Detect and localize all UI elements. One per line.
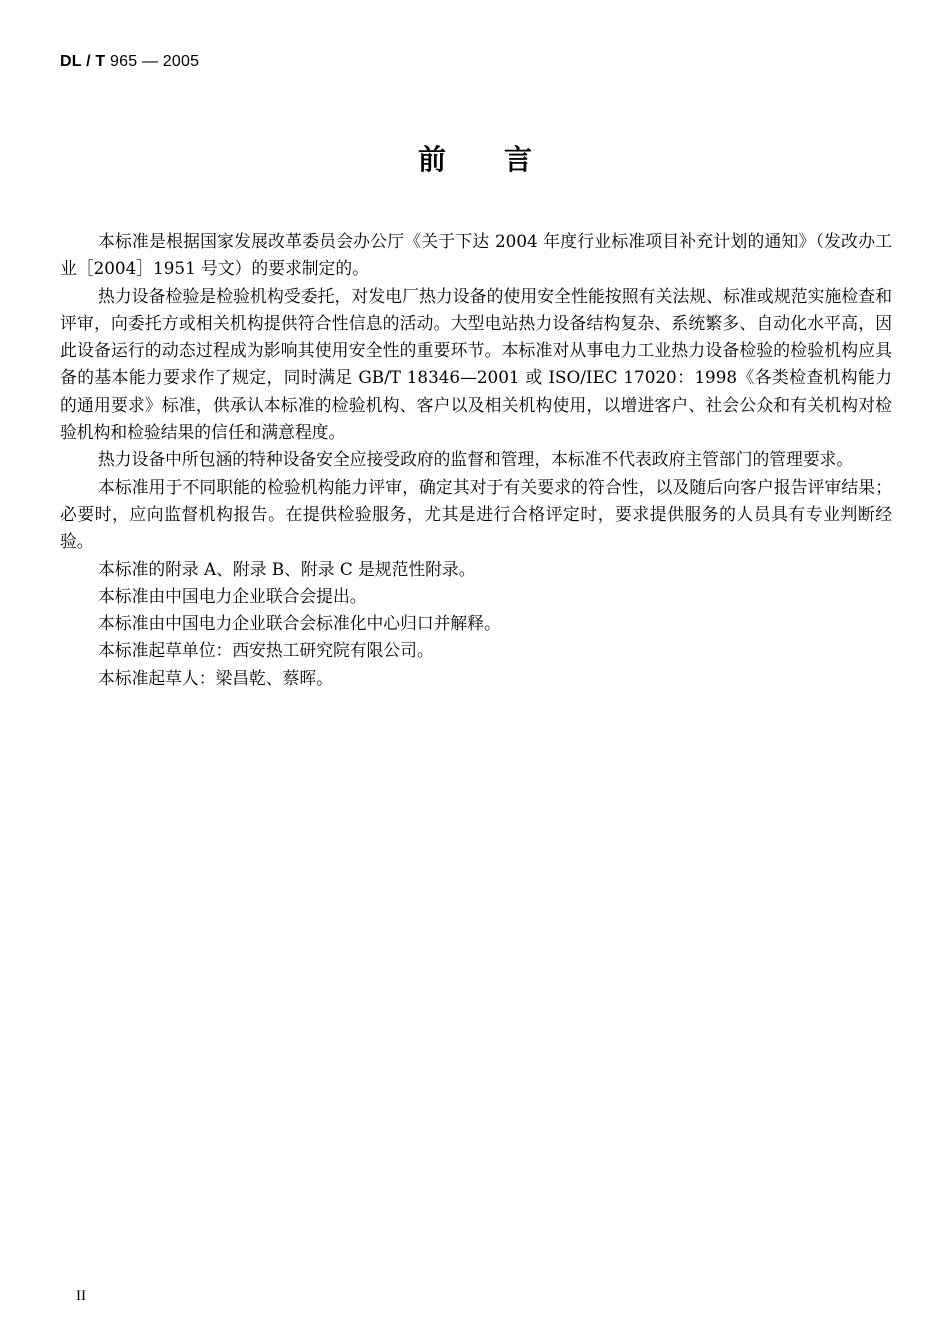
document-code-number: 965 — 2005 bbox=[105, 53, 200, 70]
paragraph-supervision: 热力设备中所包涵的特种设备安全应接受政府的监督和管理，本标准不代表政府主管部门的管理要求。 bbox=[98, 449, 854, 470]
paragraph-interpretation: 本标准由中国电力企业联合会标准化中心归口并解释。 bbox=[98, 613, 501, 634]
document-code-header bbox=[60, 53, 199, 71]
paragraph-drafters: 本标准起草人：梁昌乾、蔡晖。 bbox=[98, 667, 333, 688]
paragraph-usage: 本标准用于不同职能的检验机构能力评审，确定其对于有关要求的符合性，以及随后向客户报告评审结果；必要时，应向监督机构报告。在提供检验服务，尤其是进行合格评定时，要求提供服务的人员具有专业判断经验。 bbox=[60, 476, 892, 552]
document-code-prefix: DL / T bbox=[60, 53, 106, 70]
paragraph-proposer: 本标准由中国电力企业联合会提出。 bbox=[98, 585, 367, 606]
paragraph-purpose: 热力设备检验是检验机构受委托，对发电厂热力设备的使用安全性能按照有关法规、标准或规范实施检查和评审，向委托方或相关机构提供符合性信息的活动。大型电站热力设备结构复杂、系统繁多、自动化水平高，因此设备运行的动态过程成为影响其使用安全性的重要环节。本标准对从事电力工业热力设备检验的检验机构应具备的基本能力要求作了规定，同时满足 GB/T 18346—2001 或 ISO/IEC 17020：1998《各类检查机构能力的通用要求》标准，供承认本标准的检验机构、客户以及相关机构使用，以增进客户、社会公众和有关机构对检验机构和检验结果的信任和满意程度。 bbox=[60, 285, 892, 443]
page-number: II bbox=[76, 1288, 86, 1304]
paragraph-appendices: 本标准的附录 A、附录 B、附录 C 是规范性附录。 bbox=[98, 558, 476, 579]
page-title: 前言 bbox=[417, 143, 590, 176]
paragraph-basis: 本标准是根据国家发展改革委员会办公厅《关于下达 2004 年度行业标准项目补充计划的通知》（发改办工业［2004］1951 号文）的要求制定的。 bbox=[60, 231, 892, 279]
foreword-body bbox=[60, 228, 892, 692]
paragraph-drafting-unit: 本标准起草单位：西安热工研究院有限公司。 bbox=[98, 640, 434, 661]
